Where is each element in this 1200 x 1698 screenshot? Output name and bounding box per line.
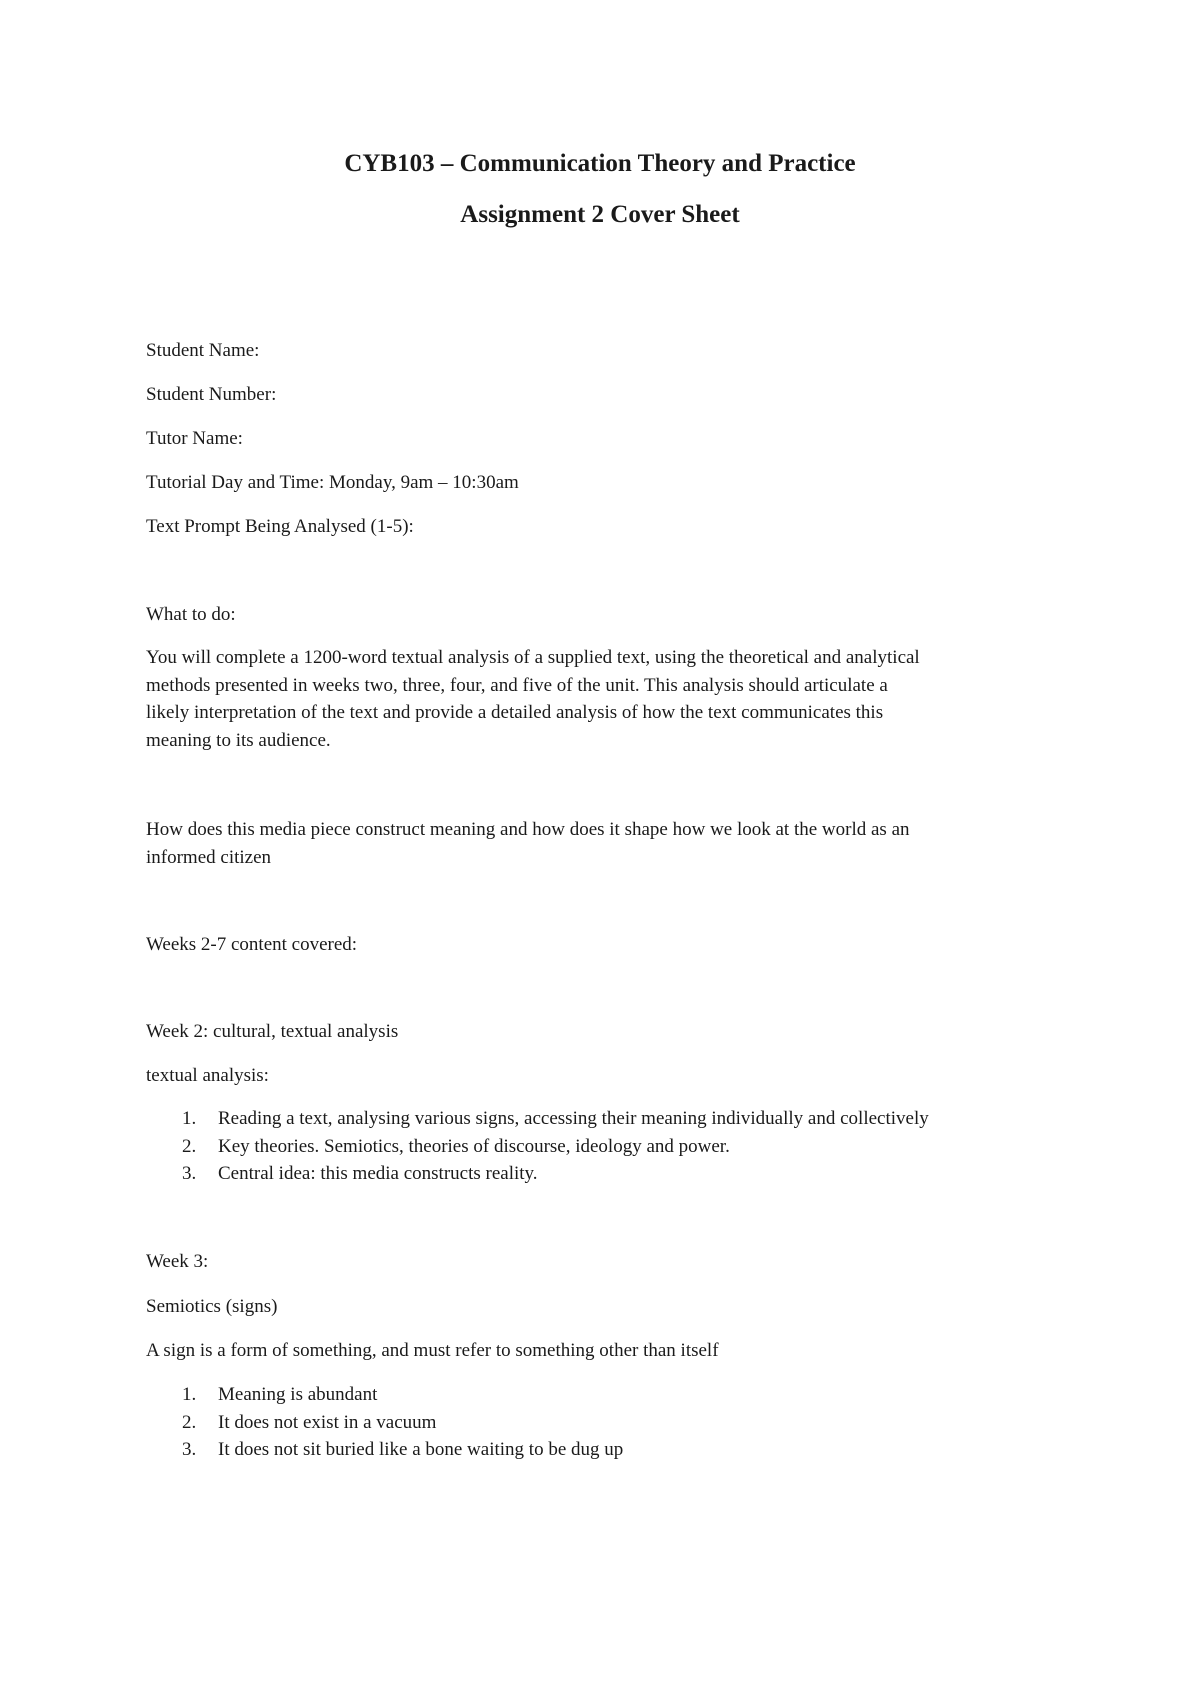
paragraph-line: likely interpretation of the text and provide a detailed analysis of how the text communicates this	[146, 702, 884, 723]
list-text: Reading a text, analysing various signs, accessing their meaning individually and collectively	[218, 1108, 929, 1129]
paragraph-line: informed citizen	[146, 846, 272, 868]
paragraph-line: How does this media piece construct meaning and how does it shape how we look at the world as an	[146, 819, 910, 840]
paragraph-line: methods presented in weeks two, three, four, and five of the unit. This analysis should articulate a	[146, 674, 888, 696]
week2-subheading: textual analysis:	[146, 1065, 269, 1086]
paragraph-line: meaning to its audience.	[146, 729, 331, 751]
list-number: 1.	[182, 1384, 197, 1405]
list-number: 1.	[182, 1108, 197, 1129]
course-title: CYB103 – Communication Theory and Practice	[344, 150, 856, 177]
list-number: 2.	[182, 1135, 197, 1157]
list-text: It does not exist in a vacuum	[218, 1411, 437, 1433]
tutor-name-label: Tutor Name:	[146, 428, 243, 449]
text-prompt-label: Text Prompt Being Analysed (1-5):	[146, 516, 414, 537]
what-to-do-paragraph	[146, 644, 1076, 754]
list-text: Central idea: this media constructs reality.	[218, 1163, 538, 1184]
sheet-title: Assignment 2 Cover Sheet	[460, 201, 740, 228]
list-number: 3.	[182, 1439, 197, 1460]
week3-definition: A sign is a form of something, and must refer to something other than itself	[146, 1340, 719, 1361]
what-to-do-heading: What to do:	[146, 604, 236, 625]
list-text: Meaning is abundant	[218, 1384, 378, 1405]
list-number: 2.	[182, 1411, 197, 1433]
list-text: Key theories. Semiotics, theories of discourse, ideology and power.	[218, 1135, 730, 1157]
student-number-label: Student Number:	[146, 384, 277, 405]
tutorial-time-label: Tutorial Day and Time: Monday, 9am – 10:30am	[146, 472, 519, 493]
student-name-label: Student Name:	[146, 340, 260, 361]
week3-heading: Week 3:	[146, 1251, 209, 1272]
paragraph-line: You will complete a 1200-word textual analysis of a supplied text, using the theoretical and analytical	[146, 647, 920, 668]
list-text: It does not sit buried like a bone waiting to be dug up	[218, 1439, 624, 1460]
week3-subheading: Semiotics (signs)	[146, 1296, 278, 1317]
question-paragraph	[146, 816, 1076, 871]
content-heading: Weeks 2-7 content covered:	[146, 934, 358, 955]
week2-heading: Week 2: cultural, textual analysis	[146, 1021, 399, 1042]
list-number: 3.	[182, 1163, 197, 1184]
